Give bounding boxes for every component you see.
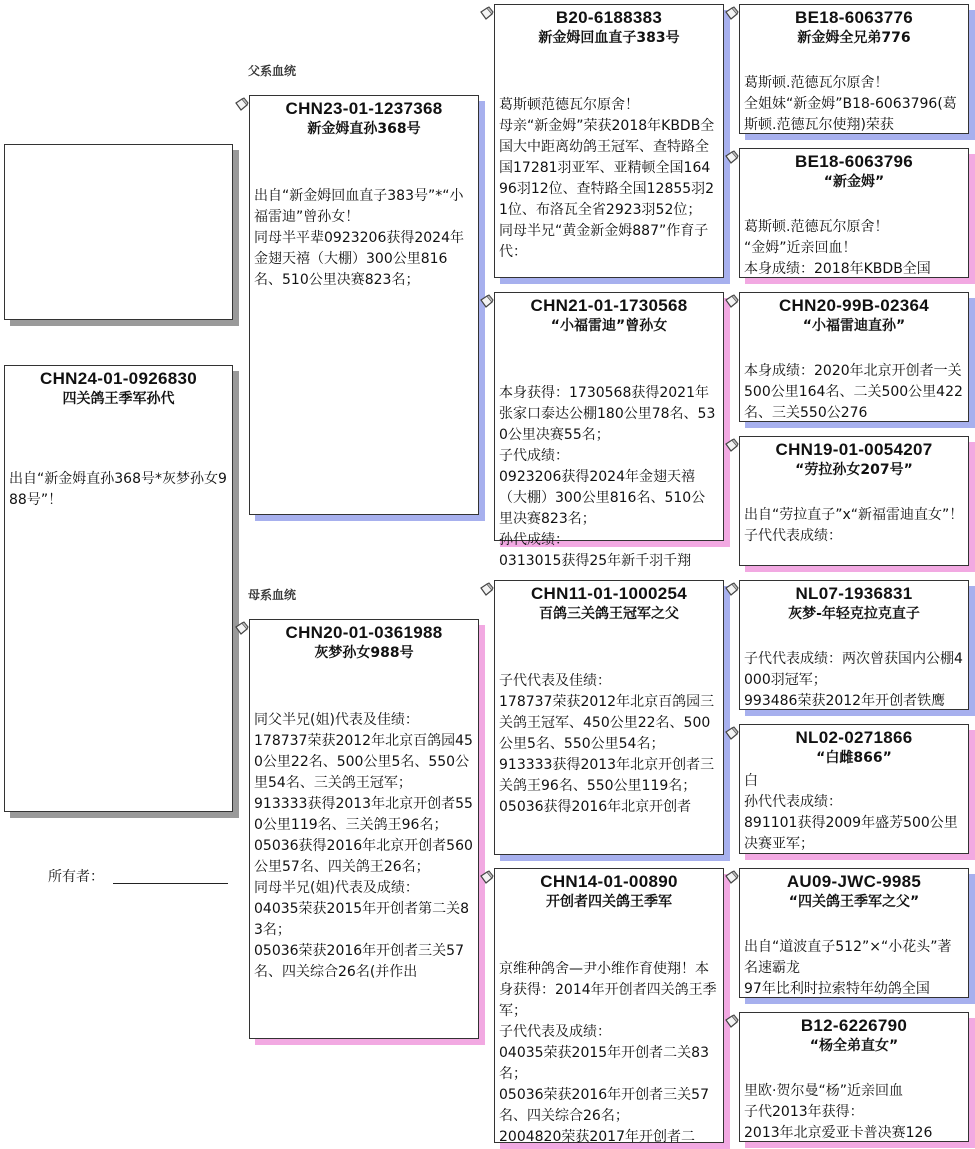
bird-name: 新金姆回血直子383号 [538, 30, 680, 46]
bird-notes: 子代代表成绩：两次曾获国内公棚4000羽冠军； 993486荣获2012年开创者铁鹰 [744, 651, 963, 709]
ancestor-card[interactable] [739, 436, 969, 566]
bird-name: 百鸽三关鸽王冠军之父 [539, 606, 679, 622]
ring-number: B20-6188383 [555, 8, 663, 27]
ring-number: CHN11-01-1000254 [530, 584, 687, 603]
edit-bucket-icon[interactable] [723, 294, 739, 310]
bird-notes: 白 孙代代表成绩： 891101获得2009年盛芳500公里决赛亚军； [744, 773, 958, 852]
bird-notes: 本身获得：1730568获得2021年张家口泰达公棚180公里78名、530公里决赛55名； 子代成绩： 0923206获得2024年金翅天禧（大棚）300公里816名、510公里决赛823名； 孙代成绩： 0313015获得25年新千羽千翔 [499, 385, 716, 569]
ring-number: BE18-6063796 [795, 152, 913, 171]
edit-bucket-icon[interactable] [723, 438, 739, 454]
edit-bucket-icon[interactable] [723, 150, 739, 166]
ring-number: CHN14-01-00890 [540, 872, 678, 891]
bird-name: “四关鸽王季军之父” [788, 894, 920, 910]
ring-number: CHN19-01-0054207 [775, 440, 933, 459]
owner-label: 所有者： [48, 869, 104, 885]
ring-number: NL02-0271866 [795, 728, 913, 747]
edit-bucket-icon[interactable] [233, 97, 249, 113]
bird-notes: 本身成绩：2020年北京开创者一关500公里164名、二关500公里422名、三关550公276 [744, 363, 963, 421]
ring-number: CHN20-01-0361988 [285, 623, 443, 642]
sire-card[interactable] [249, 95, 479, 515]
owner-field[interactable] [113, 883, 228, 884]
ring-number: NL07-1936831 [795, 584, 913, 603]
ancestor-card[interactable] [494, 292, 724, 569]
bird-name: “小福雷迪”曾孙女 [550, 318, 668, 334]
edit-bucket-icon[interactable] [478, 582, 494, 598]
ancestor-card[interactable] [739, 4, 969, 134]
bird-name: 四关鸽王季军孙代 [62, 391, 175, 407]
bird-name: “劳拉孙女207号” [795, 462, 913, 478]
bird-name: 灰梦-年轻克拉克直子 [788, 606, 920, 622]
dam-card[interactable] [249, 619, 479, 1039]
ancestor-card[interactable] [494, 4, 724, 278]
bird-notes: 同父半兄(姐)代表及佳绩： 178737荣获2012年北京百鸽园450公里22名、500公里5名、550公里54名、三关鸽王冠军； 913333获得2013年北京开创者550公里119名、三关鸽王96名； 05036获得2016年北京开创者560公里57名、四关鸽王26名； 同母半兄(姐)代表及成绩： 04035荣获2015年开创者第二关83名； 05036荣获2016年开创者三关57名、四关综合26名(并作出 [254, 712, 473, 980]
ring-number: CHN21-01-1730568 [530, 296, 688, 315]
edit-bucket-icon[interactable] [478, 870, 494, 886]
ancestor-card[interactable] [739, 292, 969, 422]
bird-name: “白雌866” [816, 750, 892, 766]
ancestor-card[interactable] [739, 1012, 969, 1142]
bird-notes: 出自“新金姆直孙368号*灰梦孙女988号”！ [9, 471, 227, 508]
bird-notes: 出自“劳拉直子”x“新福雷迪直女”！ 子代代表成绩： [744, 507, 964, 544]
bird-name: “小福雷迪直孙” [802, 318, 906, 334]
bird-name: “杨全弟直女” [809, 1038, 899, 1054]
bird-notes: 葛斯顿范德瓦尔原舍！ 母亲“新金姆”荣获2018年KBDB全国大中距离幼鸽王冠军、查特路全国17281羽亚军、亚精顿全国16496羽12位、查特路全国12855羽21位、布洛瓦全省2923羽52位； 同母半兄“黄金新金姆887”作育子代： [499, 97, 715, 260]
edit-bucket-icon[interactable] [723, 870, 739, 886]
edit-bucket-icon[interactable] [723, 6, 739, 22]
bird-name: 新金姆直孙368号 [307, 121, 421, 137]
edit-bucket-icon[interactable] [478, 294, 494, 310]
bird-notes: 出自“道波直子512”×“小花头”著名速霸龙 97年比利时拉索特年幼鸽全国 [744, 939, 952, 997]
edit-bucket-icon[interactable] [723, 726, 739, 742]
ancestor-card[interactable] [739, 868, 969, 998]
bird-name: 灰梦孙女988号 [314, 645, 414, 661]
edit-bucket-icon[interactable] [233, 621, 249, 637]
bird-name: 新金姆全兄弟776 [797, 30, 911, 46]
ring-number: BE18-6063776 [795, 8, 913, 27]
subject-card[interactable] [4, 365, 233, 812]
edit-bucket-icon[interactable] [478, 6, 494, 22]
photo-placeholder [4, 144, 233, 320]
bird-name: 开创者四关鸽王季军 [546, 894, 672, 910]
ancestor-card[interactable] [739, 580, 969, 710]
ancestor-card[interactable] [494, 868, 724, 1143]
ring-number: CHN20-99B-02364 [778, 296, 930, 315]
edit-bucket-icon[interactable] [723, 582, 739, 598]
dam-section-label: 母系血统 [248, 588, 297, 602]
edit-bucket-icon[interactable] [723, 1014, 739, 1030]
ring-number: AU09-JWC-9985 [786, 872, 922, 891]
bird-notes: 葛斯顿.范德瓦尔原舍！ 全姐妹“新金姆”B18-6063796(葛斯顿.范德瓦尔使翔)荣获 [744, 75, 957, 133]
sire-section-label: 父系血统 [248, 64, 297, 78]
bird-name: “新金姆” [823, 174, 885, 190]
bird-notes: 子代代表及佳绩： 178737荣获2012年北京百鸽园三关鸽王冠军、450公里22名、500公里5名、550公里54名； 913333获得2013年北京开创者三关鸽王96名、550公里119名； 05036获得2016年北京开创者 [499, 673, 715, 815]
bird-notes: 出自“新金姆回血直子383号”*“小福雷迪”曾孙女！ 同母半平辈0923206获得2024年金翅天禧（大棚）300公里816名、510公里决赛823名； [254, 188, 464, 288]
ring-number: CHN24-01-0926830 [40, 369, 197, 388]
ring-number: B12-6226790 [800, 1016, 908, 1035]
bird-notes: 京维种鸽舍—尹小维作育使翔！本身获得：2014年开创者四关鸽王季军； 子代代表及成绩： 04035荣获2015年开创者二关83名； 05036荣获2016年开创者三关57名、四关综合26名； 2004820荣获2017年开创者二 [499, 961, 717, 1145]
ancestor-card[interactable] [739, 148, 969, 278]
ancestor-card[interactable] [494, 580, 724, 855]
ancestor-card[interactable] [739, 724, 969, 854]
bird-notes: 葛斯顿.范德瓦尔原舍！ “金姆”近亲回血！ 本身成绩：2018年KBDB全国 [744, 219, 931, 277]
bird-notes: 里欧·贺尔曼“杨”近亲回血 子代2013年获得： 2013年北京爱亚卡普决赛126 [744, 1083, 933, 1141]
ring-number: CHN23-01-1237368 [285, 99, 443, 118]
